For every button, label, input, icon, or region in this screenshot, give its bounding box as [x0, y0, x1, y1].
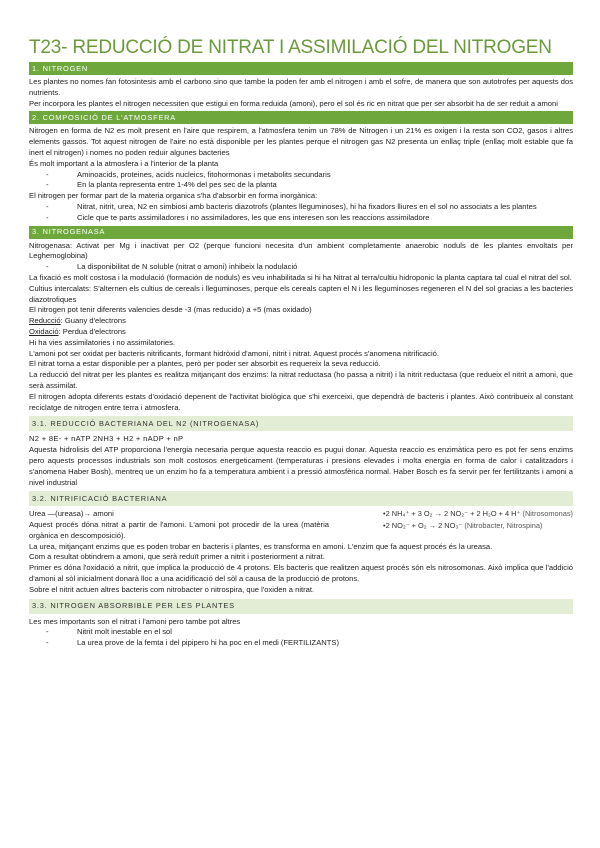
- bullet-list: [29, 627, 573, 649]
- equation-text: •2 NH₄⁺ + 3 O₂ → 2 NO₂⁻ + 2 H₂O + 4 H⁺: [382, 509, 521, 519]
- list-item: - En la planta representa entre 1-4% del pes sec de la planta: [29, 180, 573, 191]
- equations-column: [383, 509, 573, 541]
- subsection-heading-reduccio-bacteriana: 3.1. REDUCCIÓ BACTERIANA DEL N2 (NITROGENASA): [29, 416, 573, 431]
- definition-reduccio: [29, 316, 573, 327]
- section-heading-atmosfera: 2. COMPOSICIÓ DE L'ATMOSFERA: [29, 111, 573, 124]
- equation-nitrobacter: [383, 521, 573, 532]
- list-item: - Aminoacids, proteines, acids nucleics, fitohormonas i metabolits secundaris: [29, 170, 573, 181]
- subsection-heading-nitrogen-absorbible: 3.3. NITROGEN ABSORBIBLE PER LES PLANTES: [29, 599, 573, 614]
- paragraph: L'amoni pot ser oxidat per bacteris nitrificants, formant hidròxid d'amoni, nitrit i nitrat. Aquest procés s'anomena nitrificació.: [29, 348, 439, 358]
- list-item: - Nitrit molt inestable en el sol: [29, 627, 573, 638]
- paragraph: La reducció del nitrat per les plantes es realitza mitjançant dos enzims: la nitrat reductasa (ho passa a nitrit) i la nitrit reductasa (que redueix el nitrit a amoni, que serà assimilat.: [29, 370, 573, 390]
- paragraph: Primer es dóna l'oxidació a nitrit, que implica la producció de 4 protons. Els bacteris que realitzen aquest procés són els nitrosomonas. Això implica que l'addició d'amoni al sòl inicialment donarà lloc a una acidificació del sòl a causa de la producció de protons.: [29, 563, 573, 584]
- paragraph: És molt important a la atmosfera i a l'interior de la planta: [29, 158, 219, 168]
- equation-text: •2 NO₂⁻ + O₂ → 2 NO₃⁻: [382, 521, 463, 531]
- section-heading-nitrogenasa: 3. NITROGENASA: [29, 226, 573, 239]
- paragraph: El nitrat torna a estar disponible per a plantes, però per poder ser absorbit es requereix la seva reducció.: [29, 359, 381, 369]
- list-item: - La urea prove de la femta i del pipipero hi ha poc en el medi (FERTILIZANTS): [29, 638, 573, 649]
- subsection-heading-nitrificacio: 3.2. NITRIFICACIÓ BACTERIANA: [29, 491, 573, 506]
- paragraph: El nitrogen adopta diferents estats d'oxidació depenent de l'activitat biològica que s'hi exerceixi, que dependrà de bacteris i plantes. Això contribueix al constant reciclatge de nitrogen entre terra i atmosfera.: [29, 391, 573, 412]
- list-item: - Cicle que te parts assimiladores i no assimiladores, les que ens interesen son les reaccions assimiladore: [29, 213, 573, 224]
- paragraph: Aquest procés dóna nitrat a partir de l'amoni. L'amoni pot procedir de la urea (matèria orgànica en descomposició).: [29, 520, 329, 540]
- paragraph: El nitrogen pot tenir diferents valencies desde -3 (mas reducido) a +5 (mas oxidado): [29, 305, 312, 315]
- term: Reducció: [29, 316, 61, 326]
- term: Oxidació: [29, 326, 59, 336]
- nitrificacio-intro-row: [29, 509, 573, 541]
- paragraph: Nitrogen en forma de N2 es molt present en l'aire que respirem, a l'atmosfera tenim un 78% de Nitrogen i un 21% es oxigen i la resta son CO2, gasos i altres elements gassos. Tot aquest nitrogen de l'aire no està disponible per les plantes perque el nitrogen gas N2 presenta un enllaç triple (enllaç molt estable que fa inert el nitrogen) i nomes no poden reduir algunes bacteries: [29, 126, 573, 157]
- reaction-line: Urea —(ureasa)→ amoni: [29, 509, 114, 519]
- bullet-list: [29, 170, 573, 192]
- definition: : Perdua d'electrons: [58, 326, 126, 336]
- paragraph: La fixació es molt costosa i la modulació (formación de noduls) es veu inhabilitada si hi ha Nitrat al terra/cultiu hidroponic la planta captara tal cual el nitrat del sol.: [29, 272, 572, 282]
- paragraph: Com a resultat obtindrem a amoni, que serà reduït primer a nitrit i posteriorment a nitrat.: [29, 552, 325, 562]
- bullet-list: [29, 262, 573, 273]
- paragraph: La urea, mitjançant enzims que es poden trobar en bacteris i plantes, es transforma en amoni. L'enzim que fa aquest procés és la ureasa.: [29, 541, 493, 551]
- paragraph: Sobre el nitrit actuen altres bacteris com nitrobacter o nitrospira, que l'oxiden a nitrat.: [29, 584, 315, 594]
- section-heading-nitrogen: 1. NITROGEN: [29, 62, 573, 75]
- paragraph: Nitrogenasa: Activat per Mg i inactivat per O2 (perque funcioni necesita d'un ambient completamente anaerobic noduls de les plantes envoltats per Leghemoglobina): [29, 240, 573, 261]
- paragraph: Hi ha vies assimilatories i no assimilatories.: [29, 337, 176, 347]
- bullet-list: [29, 202, 573, 224]
- definition-oxidacio: [29, 327, 573, 338]
- equation-nitrosomonas: [383, 509, 573, 520]
- definition: : Guany d'electrons: [60, 316, 126, 326]
- paragraph: Per incorpora les plantes el nitrogen necessiten que estigui en forma reduida (amoni), pero el sol és ric en nitrat que per ser absorbit ha de ser reduit a amoni: [29, 98, 558, 108]
- paragraph: Aquesta hidrolisis del ATP proporciona l'energia necesaria perque aquesta reaccio es pugui donar. Aquesta reaccio es enzimàtica pero es pot fer sens enzims pero aquests processos industrials son molt costosos energeticament (temperaturas i presions elevades i molta energia en forma de calor i catalitzadors i s'anomena Haber Bosh), mentreq ue un enzim ho fa a temperatura ambient i a pressió atmosfèrica normal. Haber Bosch es fa servir per fer fertilitzants i amoni a nivel industrial: [29, 445, 573, 487]
- left-column: [29, 509, 329, 541]
- organism-label: (Nitrosomonas): [522, 509, 573, 519]
- paragraph: Cultius intercalats: S'alternen els cultius de cereals i lleguminoses, perque els cereals capten el N i les lleguminoses regeneren el N del sol gracias a les bacteries diazotrofiques: [29, 283, 573, 304]
- organism-label: (Nitrobacter, Nitrospina): [464, 521, 543, 531]
- paragraph: El nitrogen per formar part de la materia organica s'ha d'absorbir en forma inorgànica:: [29, 191, 318, 201]
- equation: N2 + 8E- + nATP 2NH3 + H2 + nADP + nP: [29, 434, 184, 444]
- page-title: T23- REDUCCIÓ DE NITRAT I ASSIMILACIÓ DEL NITROGEN: [29, 37, 552, 58]
- paragraph: Les mes importants son el nitrat i l'amoni pero tambe pot altres: [29, 616, 241, 626]
- paragraph: Les plantes no nomes fan fotosintesis amb el carbono sino que tambe la poden fer amb el nitrogen i amb el sofre, de manera que son autotrofes per aquests dos nutrients.: [29, 77, 573, 97]
- list-item: - Nitrat, nitrit, urea, N2 en simbiosi amb bacteris diazotrofs (plantes lleguminoses), hi ha fixadors lliures en el sol no associats a les plantes: [29, 202, 573, 213]
- list-item: - La disponibilitat de N soluble (nitrat o amoni) inhibeix la nodulació: [29, 262, 573, 273]
